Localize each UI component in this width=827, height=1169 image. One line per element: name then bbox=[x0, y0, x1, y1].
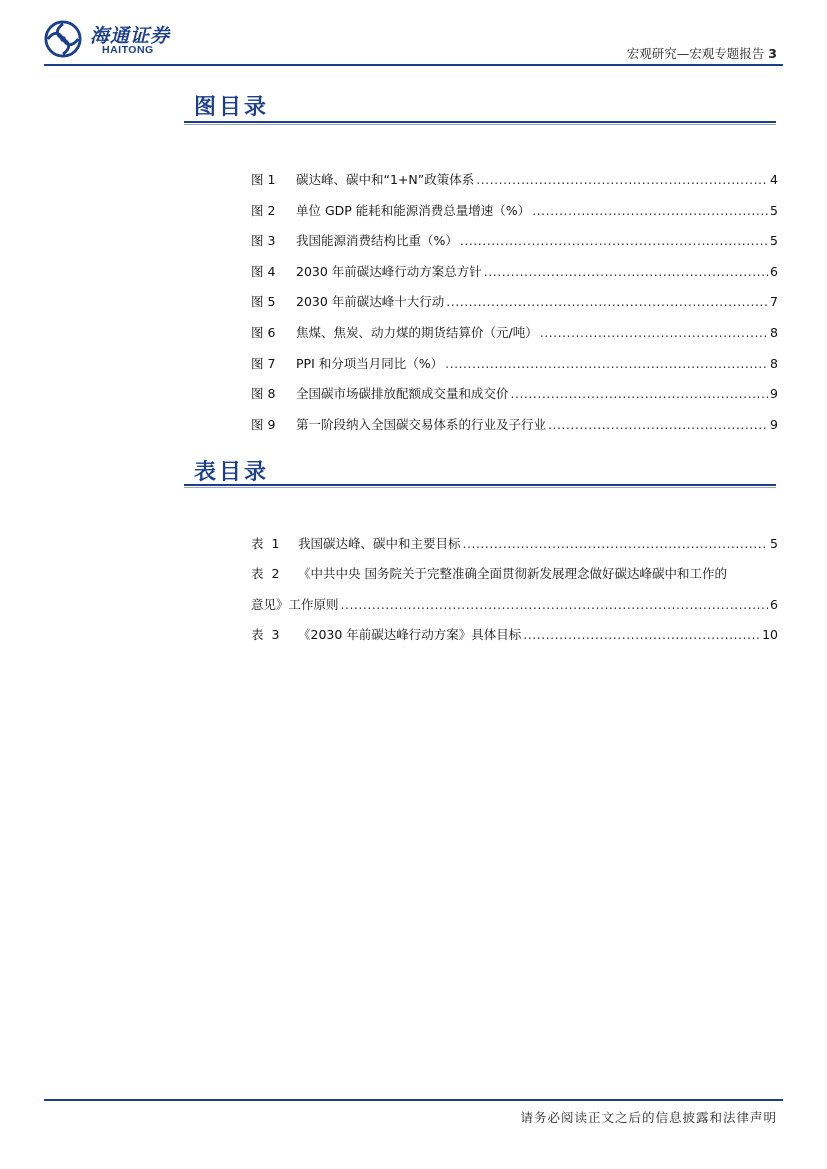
toc-page: 9 bbox=[770, 417, 778, 432]
toc-leader-dots bbox=[484, 264, 768, 279]
toc-leader-dots bbox=[511, 386, 769, 401]
toc-page: 8 bbox=[770, 325, 778, 340]
toc-entry-table-1[interactable] bbox=[251, 534, 778, 552]
toc-entry-figure-9[interactable] bbox=[251, 415, 778, 433]
toc-entry-table-2[interactable] bbox=[251, 564, 778, 582]
toc-entry-figure-5[interactable] bbox=[251, 292, 778, 310]
toc-title: 我国碳达峰、碳中和主要目标 bbox=[298, 536, 461, 551]
toc-leader-dots bbox=[540, 325, 768, 340]
toc-number: 图 2 bbox=[251, 203, 276, 218]
toc-page: 9 bbox=[770, 386, 778, 401]
toc-leader-dots bbox=[445, 356, 768, 371]
toc-number: 图 9 bbox=[251, 417, 276, 432]
toc-leader-dots bbox=[548, 417, 768, 432]
toc-number: 表 1 bbox=[251, 536, 282, 551]
toc-title: 《2030 年前碳达峰行动方案》具体目标 bbox=[298, 627, 522, 642]
toc-entry-figure-8[interactable] bbox=[251, 384, 778, 402]
haitong-logo bbox=[44, 20, 204, 56]
toc-title: 焦煤、焦炭、动力煤的期货结算价（元/吨） bbox=[296, 325, 538, 340]
footer-disclaimer: 请务必阅读正文之后的信息披露和法律声明 bbox=[520, 1110, 777, 1125]
logo-english-text: HAITONG bbox=[102, 44, 154, 56]
toc-number: 图 6 bbox=[251, 325, 276, 340]
toc-leader-dots bbox=[460, 233, 768, 248]
header-divider bbox=[44, 64, 783, 66]
toc-title: PPI 和分项当月同比（%） bbox=[296, 356, 444, 371]
logo-chinese-text: 海通证券 bbox=[90, 25, 171, 47]
toc-entry-figure-6[interactable] bbox=[251, 323, 778, 341]
header-report-label bbox=[627, 44, 777, 62]
toc-page: 10 bbox=[762, 627, 778, 642]
toc-number: 图 7 bbox=[251, 356, 276, 371]
figures-heading: 图目录 bbox=[194, 94, 270, 120]
toc-leader-dots bbox=[463, 536, 769, 551]
toc-title: 第一阶段纳入全国碳交易体系的行业及子行业 bbox=[296, 417, 547, 432]
figures-heading-rule bbox=[184, 121, 776, 125]
toc-page: 4 bbox=[770, 172, 778, 187]
toc-entry-figure-3[interactable] bbox=[251, 231, 778, 249]
tables-heading: 表目录 bbox=[194, 459, 270, 485]
toc-title: 《中共中央 国务院关于完整准确全面贯彻新发展理念做好碳达峰碳中和工作的 bbox=[298, 566, 727, 581]
toc-number: 表 3 bbox=[251, 627, 282, 642]
toc-title: 单位 GDP 能耗和能源消费总量增速（%） bbox=[296, 203, 531, 218]
toc-title: 全国碳市场碳排放配额成交量和成交价 bbox=[296, 386, 509, 401]
tables-heading-rule bbox=[184, 484, 776, 488]
toc-leader-dots bbox=[476, 172, 768, 187]
toc-leader-dots bbox=[523, 627, 760, 642]
page-number: 3 bbox=[768, 46, 777, 61]
toc-title: 2030 年前碳达峰十大行动 bbox=[296, 294, 445, 309]
toc-title: 我国能源消费结构比重（%） bbox=[296, 233, 458, 248]
toc-page: 5 bbox=[770, 233, 778, 248]
toc-title: 2030 年前碳达峰行动方案总方针 bbox=[296, 264, 482, 279]
toc-number: 图 3 bbox=[251, 233, 276, 248]
toc-page: 6 bbox=[770, 264, 778, 279]
toc-title-continued: 意见》工作原则 bbox=[251, 597, 339, 612]
haitong-logo-icon bbox=[44, 20, 82, 58]
toc-number: 图 4 bbox=[251, 264, 276, 279]
report-category: 宏观研究—宏观专题报告 bbox=[626, 46, 765, 61]
toc-page: 6 bbox=[770, 597, 778, 612]
toc-leader-dots bbox=[532, 203, 768, 218]
toc-page: 5 bbox=[770, 203, 778, 218]
toc-number: 图 8 bbox=[251, 386, 276, 401]
toc-leader-dots bbox=[446, 294, 768, 309]
toc-entry-figure-2[interactable] bbox=[251, 201, 778, 219]
toc-entry-figure-1[interactable] bbox=[251, 170, 778, 188]
toc-number: 图 5 bbox=[251, 294, 276, 309]
toc-number: 表 2 bbox=[251, 566, 282, 581]
toc-leader-dots bbox=[341, 597, 769, 612]
toc-entry-table-3[interactable] bbox=[251, 625, 778, 643]
toc-page: 8 bbox=[770, 356, 778, 371]
toc-entry-table-2-continued[interactable] bbox=[251, 595, 778, 613]
toc-page: 5 bbox=[770, 536, 778, 551]
footer-divider bbox=[44, 1099, 783, 1101]
toc-entry-figure-4[interactable] bbox=[251, 262, 778, 280]
toc-page: 7 bbox=[770, 294, 778, 309]
toc-number: 图 1 bbox=[251, 172, 276, 187]
toc-entry-figure-7[interactable] bbox=[251, 354, 778, 372]
toc-title: 碳达峰、碳中和“1+N”政策体系 bbox=[296, 172, 475, 187]
